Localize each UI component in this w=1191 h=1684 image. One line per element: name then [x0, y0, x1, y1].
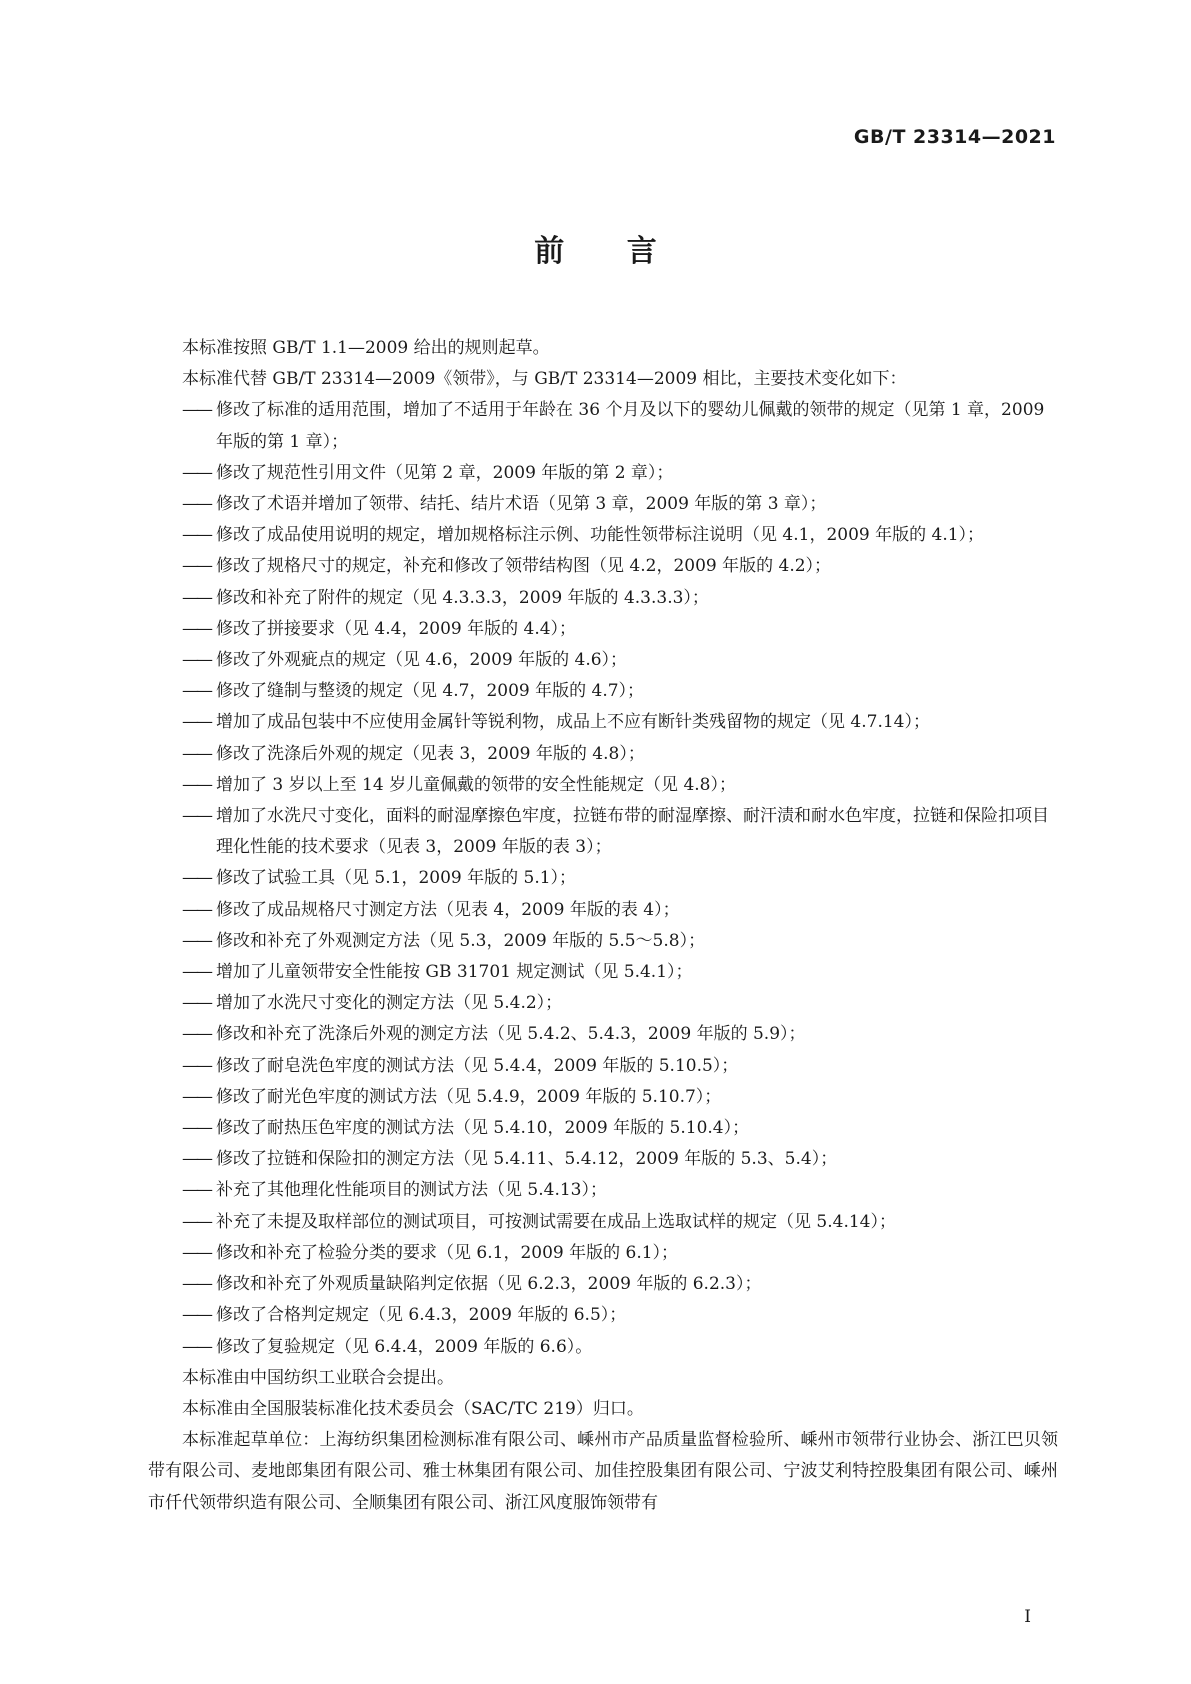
change-text: 修改了耐热压色牢度的测试方法（见 5.4.10，2009 年版的 5.10.4）；	[216, 1118, 750, 1139]
list-dash: ——	[182, 1149, 210, 1170]
change-list-item	[148, 395, 1058, 457]
change-text: 修改了标准的适用范围，增加了不适用于年龄在 36 个月及以下的婴幼儿佩戴的领带的规定（见第 1 章，2009 年版的第 1 章）；	[216, 400, 1045, 452]
change-list-item	[148, 926, 1058, 957]
change-list-item	[148, 1113, 1058, 1144]
change-text: 增加了儿童领带安全性能按 GB 31701 规定测试（见 5.4.1）；	[216, 962, 693, 983]
change-list-item	[148, 988, 1058, 1019]
list-dash: ——	[182, 618, 210, 639]
list-dash: ——	[182, 962, 210, 983]
list-dash: ——	[182, 806, 210, 827]
list-dash: ——	[182, 1024, 210, 1045]
list-dash: ——	[182, 1242, 210, 1263]
change-list-item	[148, 1332, 1058, 1363]
list-dash: ——	[182, 1055, 210, 1076]
list-dash: ——	[182, 494, 210, 515]
list-dash: ——	[182, 1180, 210, 1201]
change-list-item	[148, 614, 1058, 645]
standard-code: GB/T 23314—2021	[853, 126, 1056, 148]
change-text: 修改了规范性引用文件（见第 2 章，2009 年版的第 2 章）；	[216, 462, 674, 483]
change-list-item	[148, 770, 1058, 801]
list-dash: ——	[182, 868, 210, 889]
change-text: 修改和补充了检验分类的要求（见 6.1，2009 年版的 6.1）；	[216, 1242, 679, 1263]
change-text: 修改和补充了外观测定方法（见 5.3，2009 年版的 5.5～5.8）；	[216, 930, 706, 951]
change-text: 增加了 3 岁以上至 14 岁儿童佩戴的领带的安全性能规定（见 4.8）；	[216, 774, 737, 795]
change-text: 修改了术语并增加了领带、结托、结片术语（见第 3 章，2009 年版的第 3 章）；	[216, 494, 827, 515]
list-dash: ——	[182, 743, 210, 764]
change-list	[148, 395, 1058, 1362]
intro-paragraph: 本标准按照 GB/T 1.1—2009 给出的规则起草。	[182, 338, 550, 358]
list-dash: ——	[182, 899, 210, 920]
change-text: 修改了成品使用说明的规定，增加规格标注示例、功能性领带标注说明（见 4.1，2009 年版的 4.1）；	[216, 525, 985, 546]
list-dash: ——	[182, 993, 210, 1014]
change-list-item	[148, 489, 1058, 520]
change-text: 修改了耐光色牢度的测试方法（见 5.4.9，2009 年版的 5.10.7）；	[216, 1086, 722, 1107]
list-dash: ——	[182, 556, 210, 577]
list-dash: ——	[182, 930, 210, 951]
change-text: 修改了成品规格尺寸测定方法（见表 4，2009 年版的表 4）；	[216, 899, 680, 920]
change-list-item	[148, 458, 1058, 489]
closing-paragraph: 本标准由全国服装标准化技术委员会（SAC/TC 219）归口。	[182, 1398, 644, 1419]
closing-paragraph: 本标准起草单位：上海纺织集团检测标准有限公司、嵊州市产品质量监督检验所、嵊州市领带行业协会、浙江巴贝领带有限公司、麦地郎集团有限公司、雅士林集团有限公司、加佳控股集团有限公司、宁波艾利特控股集团有限公司、嵊州市仟代领带织造有限公司、全顺集团有限公司、浙江风度服饰领带有	[148, 1430, 1058, 1513]
change-list-item	[148, 1019, 1058, 1050]
list-dash: ——	[182, 681, 210, 702]
list-dash: ——	[182, 400, 210, 421]
change-text: 修改和补充了外观质量缺陷判定依据（见 6.2.3，2009 年版的 6.2.3）；	[216, 1274, 762, 1295]
change-text: 修改了洗涤后外观的规定（见表 3，2009 年版的 4.8）；	[216, 743, 645, 764]
change-text: 补充了未提及取样部位的测试项目，可按测试需要在成品上选取试样的规定（见 5.4.14）；	[216, 1211, 896, 1232]
change-list-item	[148, 520, 1058, 551]
change-text: 修改和补充了附件的规定（见 4.3.3.3，2009 年版的 4.3.3.3）；	[216, 587, 709, 608]
change-text: 修改了试验工具（见 5.1，2009 年版的 5.1）；	[216, 868, 577, 889]
list-dash: ——	[182, 1305, 210, 1326]
change-text: 修改了复验规定（见 6.4.4，2009 年版的 6.6）。	[216, 1336, 593, 1357]
change-list-item	[148, 801, 1058, 863]
change-text: 修改了耐皂洗色牢度的测试方法（见 5.4.4，2009 年版的 5.10.5）；	[216, 1055, 739, 1076]
change-text: 修改了外观疵点的规定（见 4.6，2009 年版的 4.6）；	[216, 650, 628, 671]
change-list-item	[148, 1238, 1058, 1269]
closing-paragraph: 本标准由中国纺织工业联合会提出。	[182, 1367, 454, 1388]
list-dash: ——	[182, 462, 210, 483]
list-dash: ——	[182, 774, 210, 795]
change-list-item	[148, 1269, 1058, 1300]
change-list-item	[148, 1082, 1058, 1113]
list-dash: ——	[182, 525, 210, 546]
list-dash: ——	[182, 1274, 210, 1295]
change-list-item	[148, 895, 1058, 926]
change-list-item	[148, 676, 1058, 707]
list-dash: ——	[182, 1086, 210, 1107]
change-list-item	[148, 583, 1058, 614]
change-list-item	[148, 707, 1058, 738]
change-list-item	[148, 1175, 1058, 1206]
page-title: 前 言	[534, 234, 683, 269]
list-dash: ——	[182, 1118, 210, 1139]
change-list-item	[148, 1051, 1058, 1082]
list-dash: ——	[182, 1336, 210, 1357]
change-list-item	[148, 1144, 1058, 1175]
change-text: 修改了缝制与整烫的规定（见 4.7，2009 年版的 4.7）；	[216, 681, 645, 702]
change-text: 补充了其他理化性能项目的测试方法（见 5.4.13）；	[216, 1180, 607, 1201]
change-text: 修改了拼接要求（见 4.4，2009 年版的 4.4）；	[216, 618, 577, 639]
change-list-item	[148, 1300, 1058, 1331]
list-dash: ——	[182, 587, 210, 608]
document-body	[148, 333, 1058, 1519]
change-text: 修改了合格判定规定（见 6.4.3，2009 年版的 6.5）；	[216, 1305, 627, 1326]
list-dash: ——	[182, 650, 210, 671]
change-list-item	[148, 551, 1058, 582]
change-list-item	[148, 863, 1058, 894]
change-list-item	[148, 957, 1058, 988]
change-text: 修改和补充了洗涤后外观的测定方法（见 5.4.2、5.4.3，2009 年版的 5.9）；	[216, 1024, 806, 1045]
change-text: 增加了成品包装中不应使用金属针等锐利物，成品上不应有断针类残留物的规定（见 4.7.14）；	[216, 712, 930, 733]
page-number: I	[1024, 1607, 1031, 1627]
change-text: 增加了水洗尺寸变化，面料的耐湿摩擦色牢度，拉链布带的耐湿摩擦、耐汗渍和耐水色牢度，拉链和保险扣项目理化性能的技术要求（见表 3，2009 年版的表 3）；	[216, 806, 1049, 858]
change-list-item	[148, 1207, 1058, 1238]
change-text: 修改了规格尺寸的规定，补充和修改了领带结构图（见 4.2，2009 年版的 4.2）；	[216, 556, 832, 577]
change-list-item	[148, 645, 1058, 676]
list-dash: ——	[182, 1211, 210, 1232]
list-dash: ——	[182, 712, 210, 733]
change-text: 修改了拉链和保险扣的测定方法（见 5.4.11、5.4.12，2009 年版的 5.3、5.4）；	[216, 1149, 838, 1170]
change-text: 增加了水洗尺寸变化的测定方法（见 5.4.2）；	[216, 993, 563, 1014]
intro-paragraph: 本标准代替 GB/T 23314—2009《领带》，与 GB/T 23314—2009 相比，主要技术变化如下：	[182, 369, 907, 390]
change-list-item	[148, 739, 1058, 770]
